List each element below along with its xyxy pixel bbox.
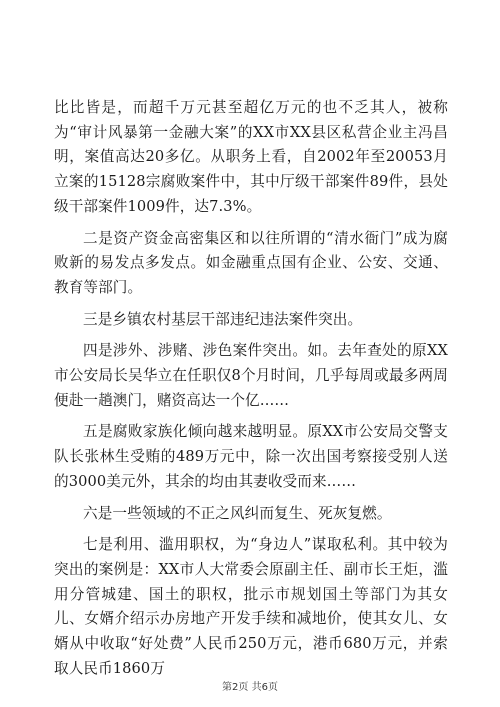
paragraph-point-two: 二是资产资金高密集区和以往所谓的“清水衙门”成为腐败新的易发点多发点。如金融重点国有企业、公安、交通、教育等部门。: [54, 229, 448, 296]
document-body: [54, 96, 448, 688]
paragraph-point-seven: 七是利用、滥用职权，为“身边人”谋取私利。其中较为突出的案例是：XX市人大常委会原副主任、副市长王炬，滥用分管城建、国土的职权，批示市规划国土等部门为其女儿、女婿介绍示办房地产开发手续和减地价，使其女儿、女婿从中收取“好处费”人民币250万元，港币680万元，并索取人民币1860万: [54, 536, 448, 677]
page-footer: 第2页 共6页: [222, 682, 278, 693]
paragraph-point-three: 三是乡镇农村基层干部违纪违法案件突出。: [83, 310, 363, 328]
paragraph-continuation: 比比皆是，而超千万元甚至超亿万元的也不乏其人，被称为“审计风暴第一金融大案”的XX市XX县区私营企业主冯昌明，案值高达20多亿。从职务上看，自2002年至20053月立案的15128宗腐败案件中，其中厅级干部案件89件，县处级干部案件1009件，达7.3%。: [54, 99, 448, 215]
paragraph-point-six: 六是一些领域的不正之风纠而复生、死灰复燃。: [83, 504, 392, 522]
paragraph-point-four: 四是涉外、涉赌、涉色案件突出。如。去年查处的原XX市公安局长吴华立在任职仅8个月时间，几乎每周或最多两周便赴一趟澳门，赌资高达一个亿……: [54, 342, 448, 409]
paragraph-point-five: 五是腐败家族化倾向越来越明显。原XX市公安局交警支队长张林生受贿的489万元中，除一次出国考察接受别人送的3000美元外，其余的均由其妻收受而来……: [54, 423, 448, 490]
